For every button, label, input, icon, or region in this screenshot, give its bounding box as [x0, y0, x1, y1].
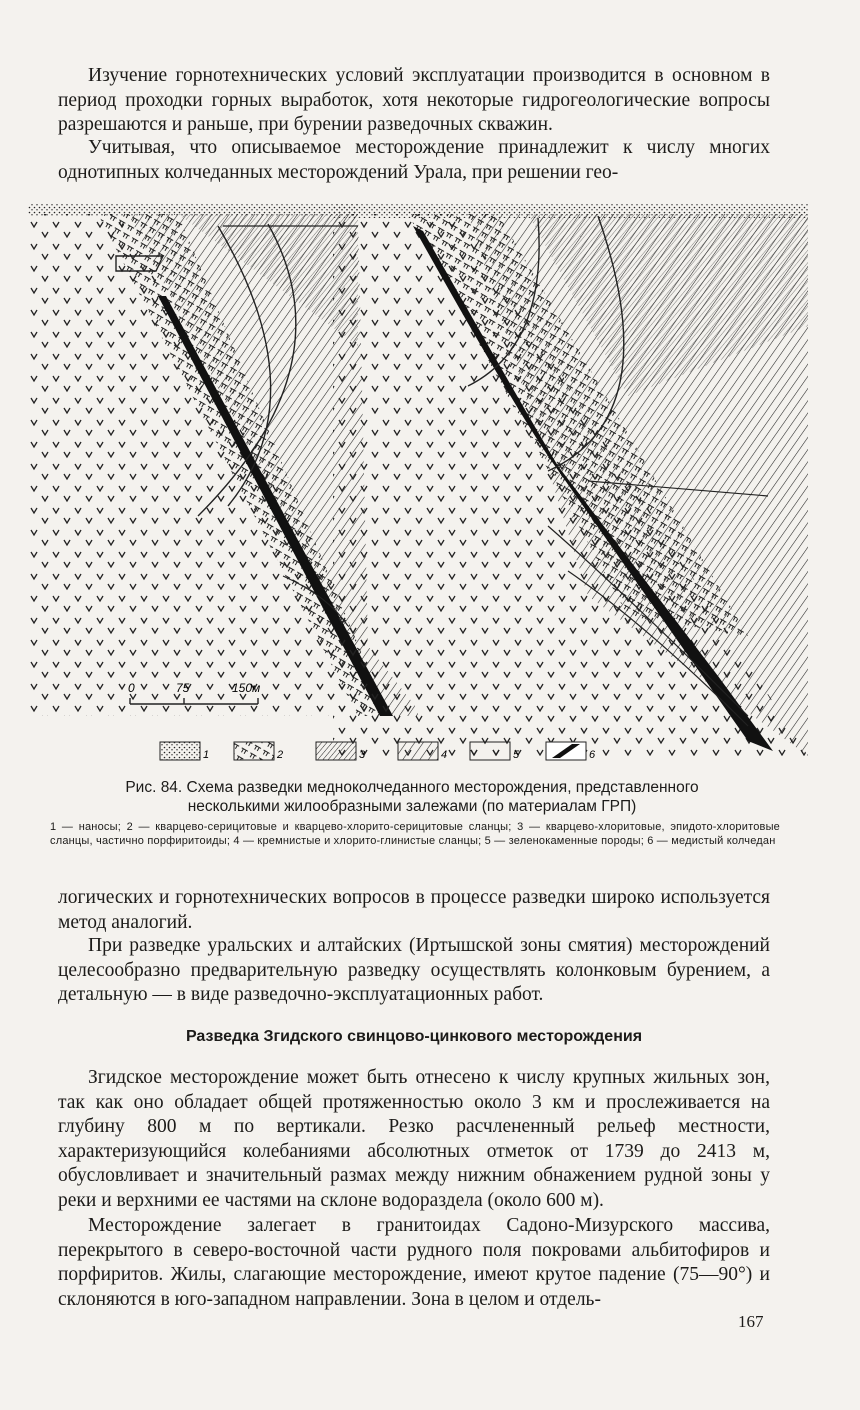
right-section	[333, 204, 808, 756]
scale-label-zero: 0	[128, 681, 135, 695]
legend-num-6: 6	[589, 749, 596, 761]
figure-84-cross-sections	[28, 196, 828, 776]
figure-legend-text: 1 — наносы; 2 — кварцево-серицитовые и кварцево-хлорито-серицитовые сланцы; 3 — кварцево-хлоритовые, эпидото-хлоритовые сланцы, частично порфиритоиды; 4 — кремнистые и хлорито-глинистые сланцы; 5 — зеленокаменные породы; 6 — медистый колчедан	[50, 821, 780, 847]
legend-num-5: 5	[513, 749, 520, 761]
section-heading: Разведка Згидского свинцово-цинкового месторождения	[185, 1028, 643, 1045]
legend-num-3: 3	[359, 749, 366, 761]
paragraph-analogy-start: Учитывая, что описываемое месторождение принадлежит к числу многих однотипных колчеданных месторождений Урала, при решении гео-	[58, 137, 770, 183]
paragraph-ural-exploration: При разведке уральских и алтайских (Иртышской зоны смятия) месторождений целесообразно предварительную разведку осуществлять колонковым бурением, а детальную — в виде разведочно-эксплуатационных работ.	[58, 935, 770, 1005]
paragraph-analogy-end: логических и горнотехнических вопросов в процессе разведки широко используется метод аналогий.	[58, 887, 770, 933]
scale-label-mid: 75	[176, 681, 190, 695]
page-number: 167	[738, 1312, 764, 1331]
legend-num-4: 4	[441, 749, 448, 761]
paragraph-intro: Изучение горнотехнических условий эксплуатации производится в основном в период проходки горных выработок, хотя некоторые гидрогеологические вопросы разрешаются и раньше, при бурении разведочных скважин.	[58, 65, 770, 135]
legend-num-1: 1	[203, 749, 210, 761]
scale-label-end: 150м	[232, 681, 261, 695]
figure-caption: Рис. 84. Схема разведки медноколчеданного месторождения, представленного несколькими жилообразными залежами (по материалам ГРП)	[125, 779, 699, 815]
paragraph-zgid-deposit: Згидское месторождение может быть отнесено к числу крупных жильных зон, так как оно обладает общей протяженностью около 3 км и прослеживается на глубину 800 м по вертикали. Резко расчлененный рельеф местности, характеризующийся колебаниями абсолютных отметок от 1739 до 2413 м, обусловливает и значительный размах между нижним обнажением рудной зоны у реки и верхними ее частями на склоне водораздела (около 600 м).	[58, 1067, 770, 1211]
paragraph-deposit-geology: Месторождение залегает в гранитоидах Садоно-Мизурского массива, перекрытого в северо-восточной части рудного поля покровами альбитофиров и порфиритов. Жилы, слагающие месторождение, имеют крутое падение (75—90°) и склоняются в юго-западном направлении. Зона в целом и отдель-	[58, 1215, 770, 1310]
legend-num-2: 2	[277, 749, 284, 761]
